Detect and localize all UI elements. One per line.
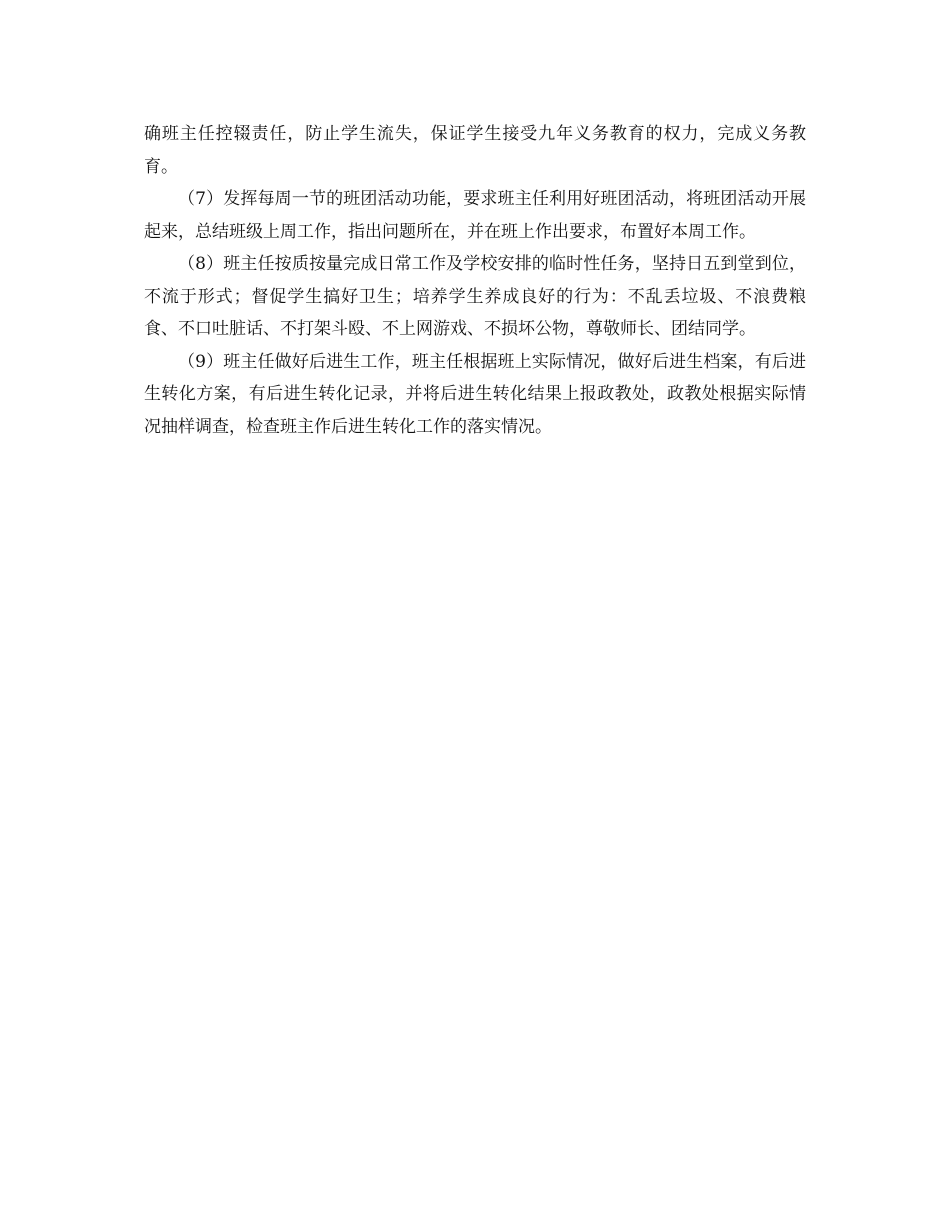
paragraph-item-9: （9）班主任做好后进生工作，班主任根据班上实际情况，做好后进生档案，有后进生转化方案，有后进生转化记录，并将后进生转化结果上报政教处，政教处根据实际情况抽样调查，检查班主作后进生转化工作的落实情况。 xyxy=(144,351,806,437)
paragraph-item-7: （7）发挥每周一节的班团活动功能，要求班主任利用好班团活动，将班团活动开展起来，总结班级上周工作，指出问题所在，并在班上作出要求，布置好本周工作。 xyxy=(144,189,806,242)
paragraph-continuation: 确班主任控辍责任，防止学生流失，保证学生接受九年义务教育的权力，完成义务教育。 xyxy=(144,124,806,177)
paragraph-item-8: （8）班主任按质按量完成日常工作及学校安排的临时性任务，坚持日五到堂到位，不流于形式；督促学生搞好卫生；培养学生养成良好的行为：不乱丢垃圾、不浪费粮食、不口吐脏话、不打架斗殴、不上网游戏、不损坏公物，尊敬师长、团结同学。 xyxy=(144,254,806,339)
document-body xyxy=(144,118,806,443)
